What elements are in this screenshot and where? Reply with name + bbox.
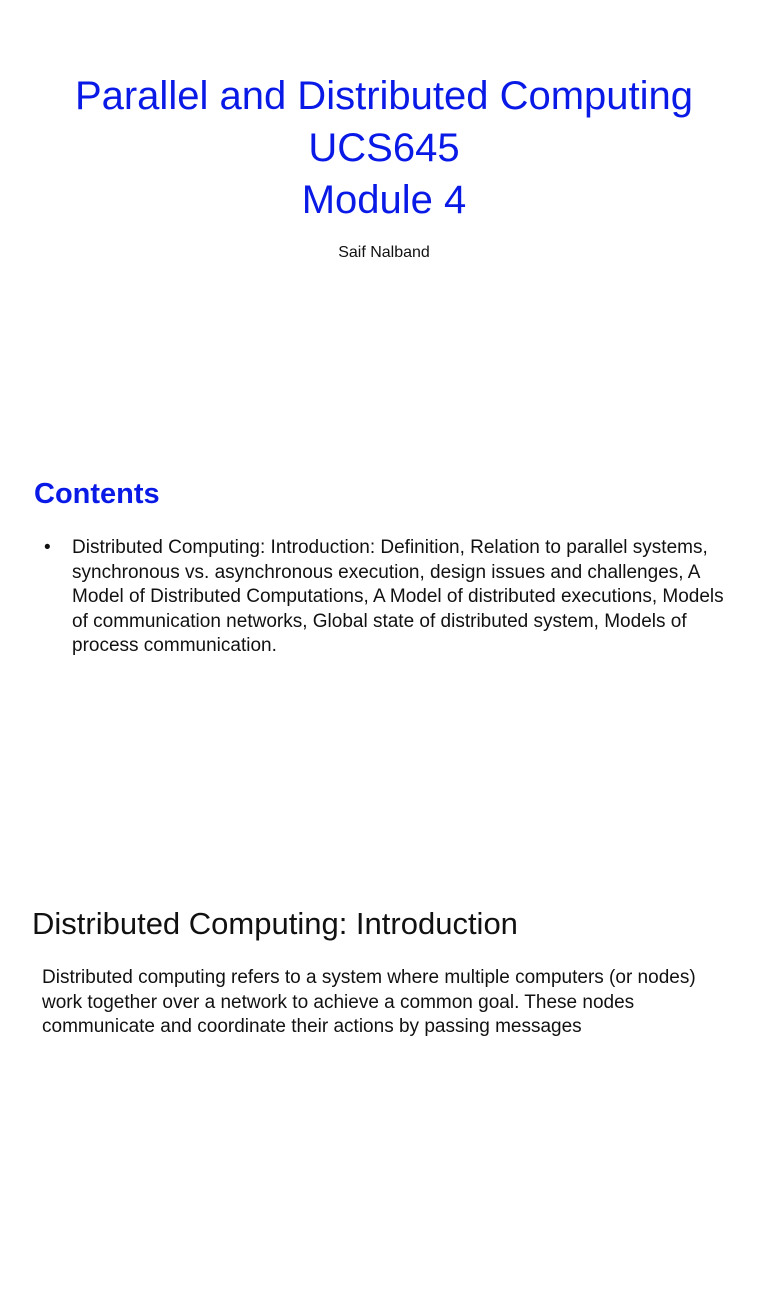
contents-list <box>34 536 734 659</box>
slide-title <box>0 70 768 226</box>
intro-body: Distributed computing refers to a system where multiple computers (or nodes) work together over a network to achieve a common goal. These nodes communicate and coordinate their actions by passing messages <box>42 967 696 1037</box>
intro-heading: Distributed Computing: Introduction <box>32 906 518 941</box>
title-line-module: Module 4 <box>301 178 467 222</box>
list-item <box>34 536 734 659</box>
title-line-course: Parallel and Distributed Computing <box>74 74 694 118</box>
title-line-code: UCS645 <box>308 126 460 170</box>
bullet-icon: • <box>44 537 51 558</box>
list-item-text: Distributed Computing: Introduction: Definition, Relation to parallel systems, synchronous vs. asynchronous execution, design issues and challenges, A Model of Distributed Computations, A Model of distributed executions, Models of communication networks, Global state of distributed system, Models of process communication. <box>72 537 724 656</box>
contents-slide <box>0 432 768 864</box>
title-slide <box>0 0 768 432</box>
author-name: Saif Nalband <box>338 244 430 261</box>
contents-heading: Contents <box>34 478 160 510</box>
intro-slide <box>0 864 768 1296</box>
